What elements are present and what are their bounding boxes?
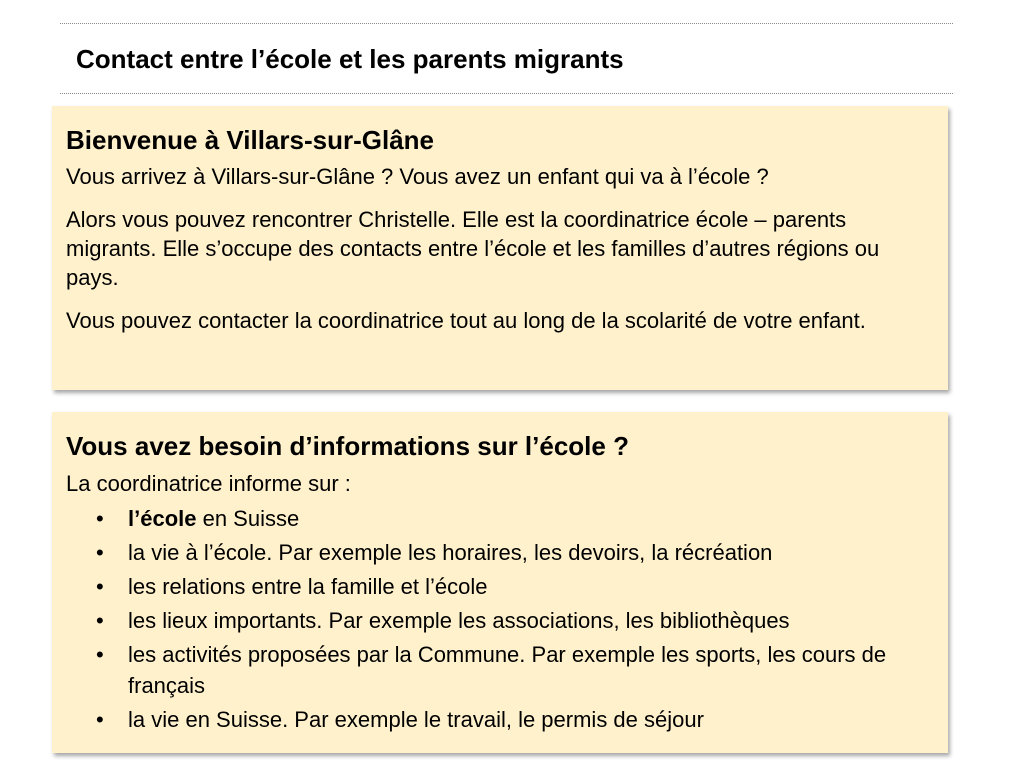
info-heading: Vous avez besoin d’informations sur l’école ? [66, 431, 629, 461]
list-item: • les lieux importants. Par exemple les associations, les bibliothèques [128, 605, 934, 636]
welcome-paragraph-3: Vous pouvez contacter la coordinatrice tout au long de la scolarité de votre enfant. [66, 308, 866, 333]
welcome-box [52, 106, 948, 390]
top-dotted-divider [60, 23, 953, 24]
welcome-paragraph-1: Vous arrivez à Villars-sur-Glâne ? Vous avez un enfant qui va à l’école ? [66, 164, 769, 189]
info-list [66, 503, 934, 735]
list-item-bold: l’école [128, 506, 197, 531]
page-title: Contact entre l’école et les parents migrants [76, 44, 624, 74]
info-box [52, 412, 948, 753]
list-item: • les activités proposées par la Commune. Par exemple les sports, les cours de français [128, 639, 934, 701]
list-item: • la vie à l’école. Par exemple les horaires, les devoirs, la récréation [128, 537, 934, 568]
welcome-paragraph-2: Alors vous pouvez rencontrer Christelle. Elle est la coordinatrice école – parents migrants. Elle s’occupe des contacts entre l’école et les familles d’autres régions ou pays. [66, 207, 880, 290]
list-item: • la vie en Suisse. Par exemple le travail, le permis de séjour [128, 704, 934, 735]
list-item: • les relations entre la famille et l’école [128, 571, 934, 602]
list-item [128, 503, 934, 534]
info-intro: La coordinatrice informe sur : [66, 471, 351, 496]
list-item-text: en Suisse [196, 506, 300, 531]
welcome-heading: Bienvenue à Villars-sur-Glâne [66, 125, 434, 155]
bottom-dotted-divider [60, 93, 953, 94]
